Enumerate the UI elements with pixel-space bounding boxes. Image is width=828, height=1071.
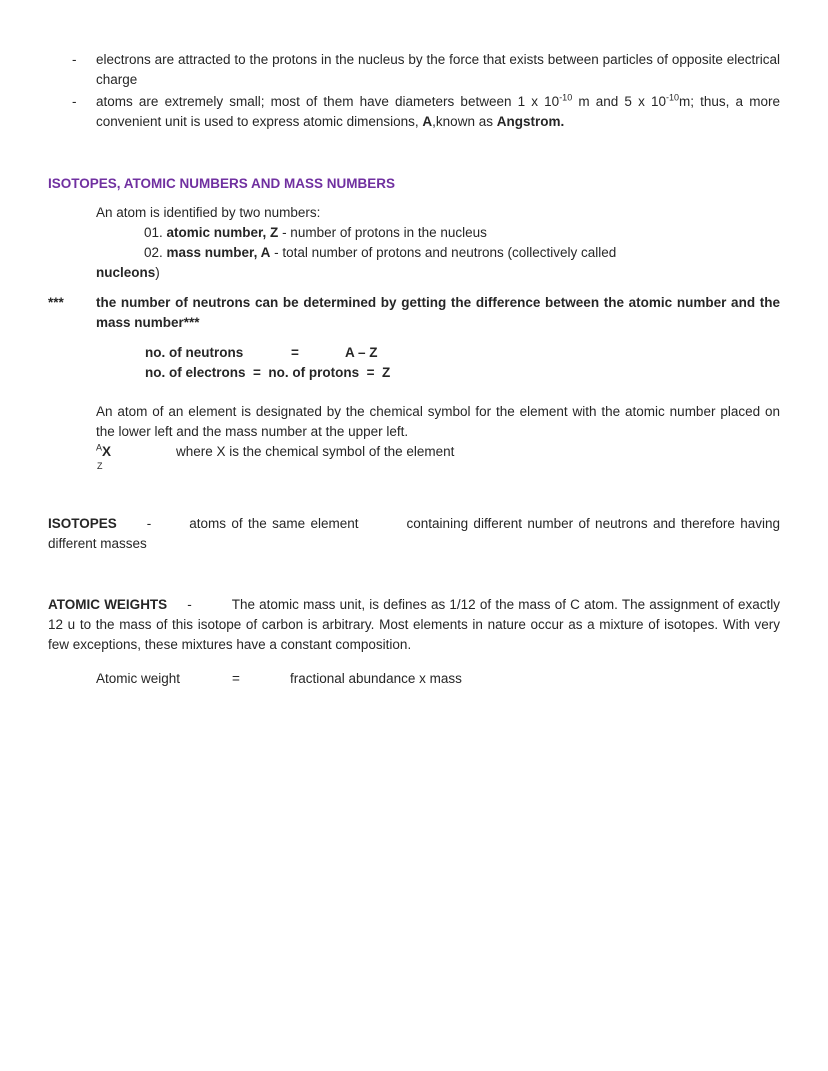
bullet-dash-marker: - [72, 52, 77, 67]
element-notation [96, 442, 176, 462]
term-atomic-weights: ATOMIC WEIGHTS [48, 597, 168, 612]
bullet-text-atom-size [96, 92, 780, 132]
text-segment: m; thus, a more convenient unit is used to express atomic dimensions, [96, 94, 780, 129]
equations-block [145, 343, 780, 383]
text-segment: atoms are extremely small; most of them have diameters between 1 x 10 [96, 94, 560, 109]
designation-paragraph: An atom of an element is designated by the chemical symbol for the element with the atomic number placed on the lower left and the mass number at the upper left. [96, 404, 780, 439]
text-segment: m and 5 x 10 [572, 94, 666, 109]
atomic-weight-formula [96, 669, 780, 689]
note-asterisk-marker: *** [48, 295, 64, 310]
term-isotopes: ISOTOPES [48, 516, 117, 531]
note-text: the number of neutrons can be determined by getting the difference between the atomic number and the mass number*** [96, 295, 780, 330]
item-number: 02. [144, 245, 167, 260]
mass-number-superscript: A [96, 442, 103, 453]
equation-neutrons [145, 343, 780, 363]
symbol-explanation: where X is the chemical symbol of the element [176, 444, 455, 459]
symbol-notation-line [96, 442, 780, 462]
equals-sign: = [291, 345, 299, 360]
numbered-item-atomic-number [144, 223, 780, 243]
bullet-item-electrons [72, 50, 780, 90]
numbered-item-mass-number [144, 243, 780, 263]
definition-text: The atomic mass unit, is defines as 1/12 of the mass of C atom. The assignment of exactly 12 u to the mass of this isotope of carbon is arbitrary. Most elements in nature occur as a mixture of isotopes. With very few exceptions, these mixtures have a constant composition. [48, 597, 780, 652]
atomic-number-subscript: Z [97, 461, 103, 471]
bullet-item-atom-size [72, 92, 780, 132]
exponent-superscript: -10 [665, 92, 679, 103]
term-definition: - number of protons in the nucleus [278, 225, 487, 240]
equation-lhs: no. of neutrons [145, 345, 244, 360]
section-heading: ISOTOPES, ATOMIC NUMBERS AND MASS NUMBERS [48, 176, 396, 191]
angstrom-symbol: A [422, 114, 433, 129]
intro-line: An atom is identified by two numbers: [96, 205, 321, 220]
definition-text: atoms of the same element [189, 516, 359, 531]
text-segment: ) [155, 265, 160, 280]
term-atomic-number: atomic number, Z [166, 225, 279, 240]
equation-rhs: A – Z [345, 345, 378, 360]
isotopes-definition [48, 514, 780, 554]
note-paragraph [48, 293, 780, 333]
term-mass-number: mass number, A [166, 245, 271, 260]
exponent-superscript: -10 [559, 92, 573, 103]
definition-dash: - [187, 597, 192, 612]
text-segment: ,known as [432, 114, 497, 129]
definition-dash: - [146, 516, 152, 531]
definition-text: containing different number of neutrons and therefore having different masses [48, 516, 780, 551]
item-number: 01. [144, 225, 167, 240]
equals-sign: = [232, 671, 240, 686]
angstrom-term: Angstrom. [496, 114, 565, 129]
mass-number-continuation [96, 263, 780, 283]
element-symbol: X [102, 444, 112, 459]
formula-lhs: Atomic weight [96, 671, 181, 686]
term-definition: - total number of protons and neutrons (collectively called [270, 245, 617, 260]
formula-rhs: fractional abundance x mass [290, 671, 462, 686]
term-nucleons: nucleons [96, 265, 156, 280]
atomic-weights-definition [48, 595, 780, 655]
bullet-text-electrons: electrons are attracted to the protons in the nucleus by the force that exists between particles of opposite electrical charge [96, 52, 780, 87]
bullet-list [48, 50, 780, 132]
bullet-dash-marker: - [72, 94, 77, 109]
equation-electrons: no. of electrons = no. of protons = Z [145, 365, 391, 380]
